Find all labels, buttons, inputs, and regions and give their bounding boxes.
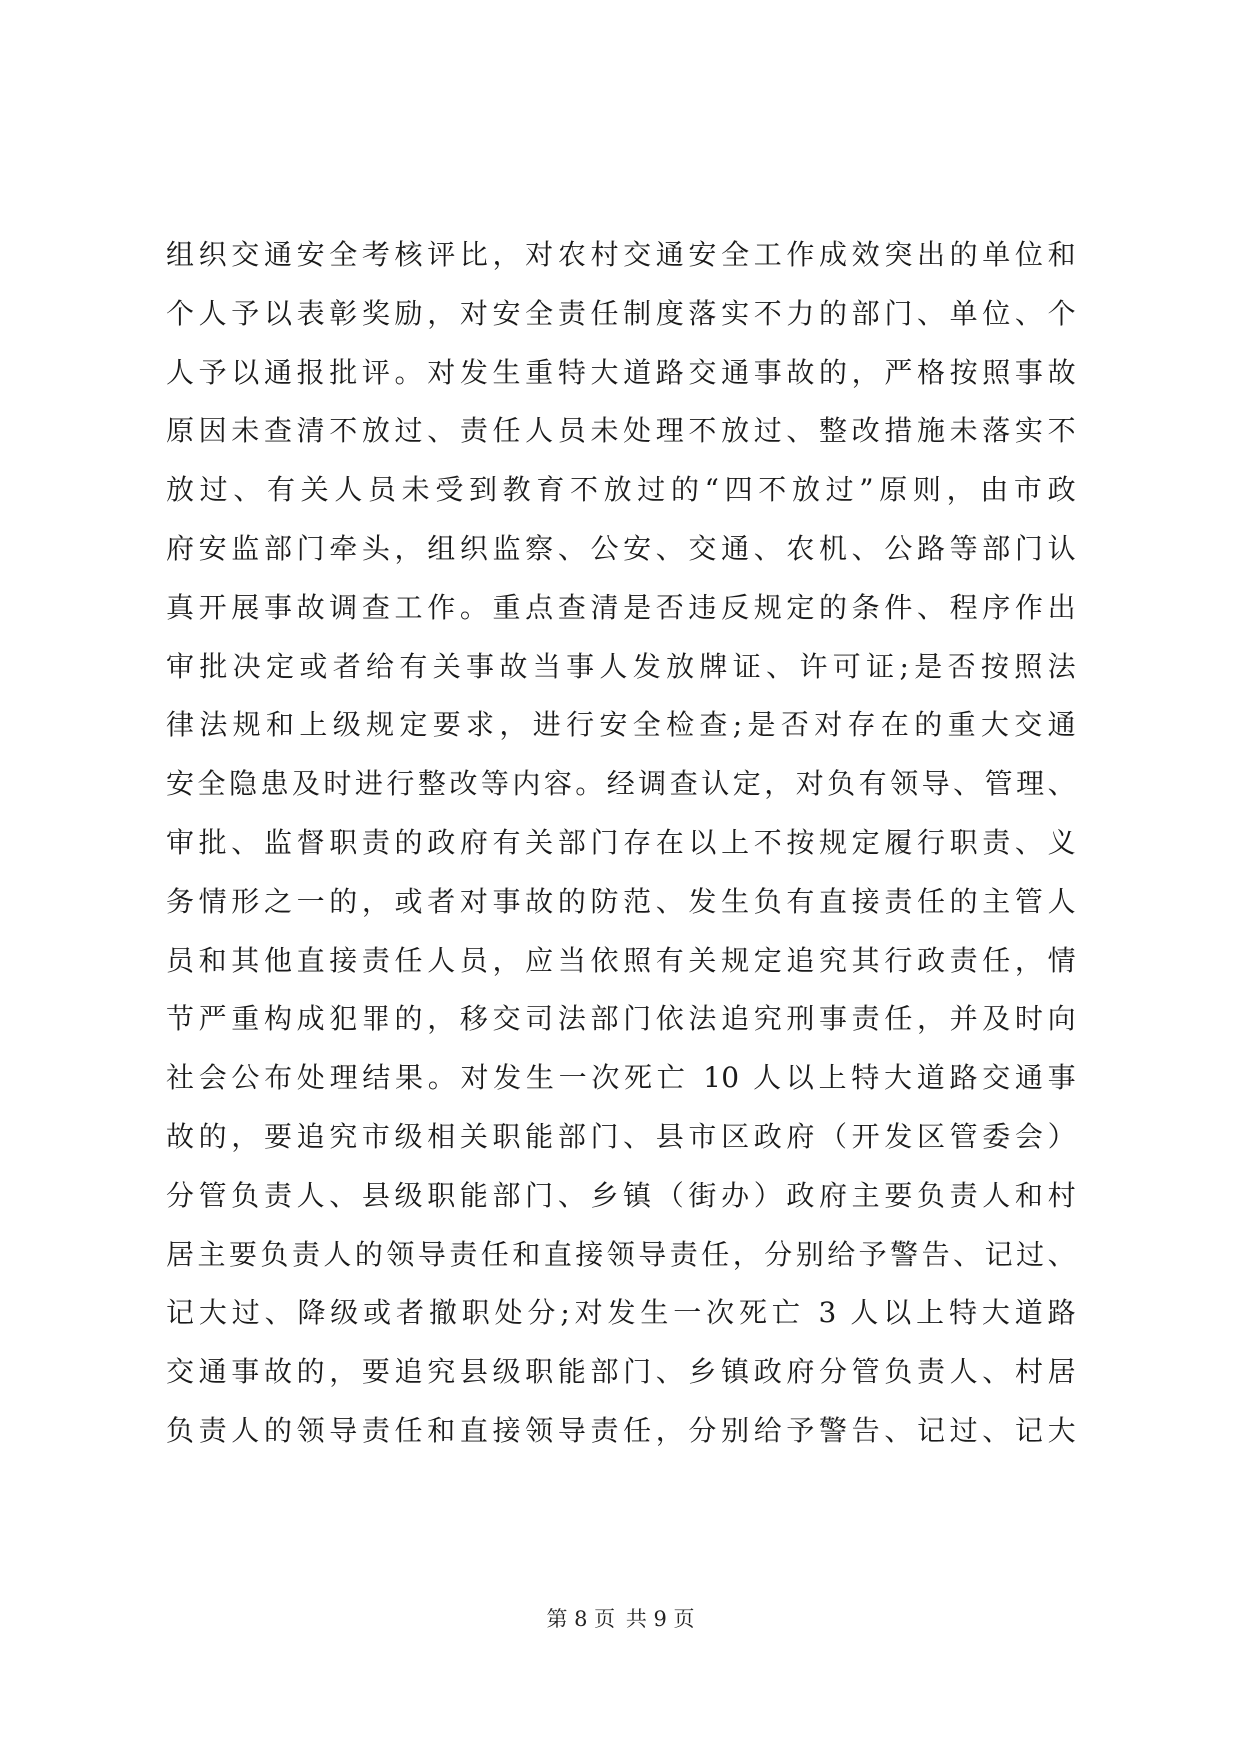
text-line: 居主要负责人的领导责任和直接领导责任，分别给予警告、记过、 <box>166 1237 1076 1271</box>
text-line: 真开展事故调查工作。重点查清是否违反规定的条件、程序作出 <box>166 590 1076 624</box>
text-line: 务情形之一的，或者对事故的防范、发生负有直接责任的主管人 <box>166 884 1076 918</box>
text-line: 律法规和上级规定要求，进行安全检查;是否对存在的重大交通 <box>166 708 1076 742</box>
text-line: 府安监部门牵头，组织监察、公安、交通、农机、公路等部门认 <box>166 531 1076 565</box>
text-line: 社会公布处理结果。对发生一次死亡 10 人以上特大道路交通事 <box>166 1061 1076 1095</box>
text-line: 原因未查清不放过、责任人员未处理不放过、整改措施未落实不 <box>166 414 1076 448</box>
text-line: 安全隐患及时进行整改等内容。经调查认定，对负有领导、管理、 <box>166 767 1076 801</box>
text-line: 放过、有关人员未受到教育不放过的“四不放过”原则，由市政 <box>166 473 1076 507</box>
text-line: 员和其他直接责任人员，应当依照有关规定追究其行政责任，情 <box>166 943 1076 977</box>
text-line: 记大过、降级或者撤职处分;对发生一次死亡 3 人以上特大道路 <box>166 1296 1076 1330</box>
text-line: 故的，要追究市级相关职能部门、县市区政府（开发区管委会） <box>166 1119 1076 1153</box>
text-line: 负责人的领导责任和直接领导责任，分别给予警告、记过、记大 <box>166 1413 1076 1447</box>
text-line: 节严重构成犯罪的，移交司法部门依法追究刑事责任，并及时向 <box>166 1002 1076 1036</box>
page-footer <box>0 1604 1241 1634</box>
page-number: 第 8 页 <box>546 1607 616 1631</box>
text-line: 审批、监督职责的政府有关部门存在以上不按规定履行职责、义 <box>166 825 1076 859</box>
text-line: 交通事故的，要追究县级职能部门、乡镇政府分管负责人、村居 <box>166 1355 1076 1389</box>
body-text <box>166 226 1076 1461</box>
text-line: 人予以通报批评。对发生重特大道路交通事故的，严格按照事故 <box>166 355 1076 389</box>
total-pages: 共 9 页 <box>625 1607 695 1631</box>
text-line: 分管负责人、县级职能部门、乡镇（街办）政府主要负责人和村 <box>166 1178 1076 1212</box>
text-line: 组织交通安全考核评比，对农村交通安全工作成效突出的单位和 <box>166 238 1076 271</box>
text-line: 审批决定或者给有关事故当事人发放牌证、许可证;是否按照法 <box>166 649 1076 683</box>
text-line: 个人予以表彰奖励，对安全责任制度落实不力的部门、单位、个 <box>166 296 1076 330</box>
